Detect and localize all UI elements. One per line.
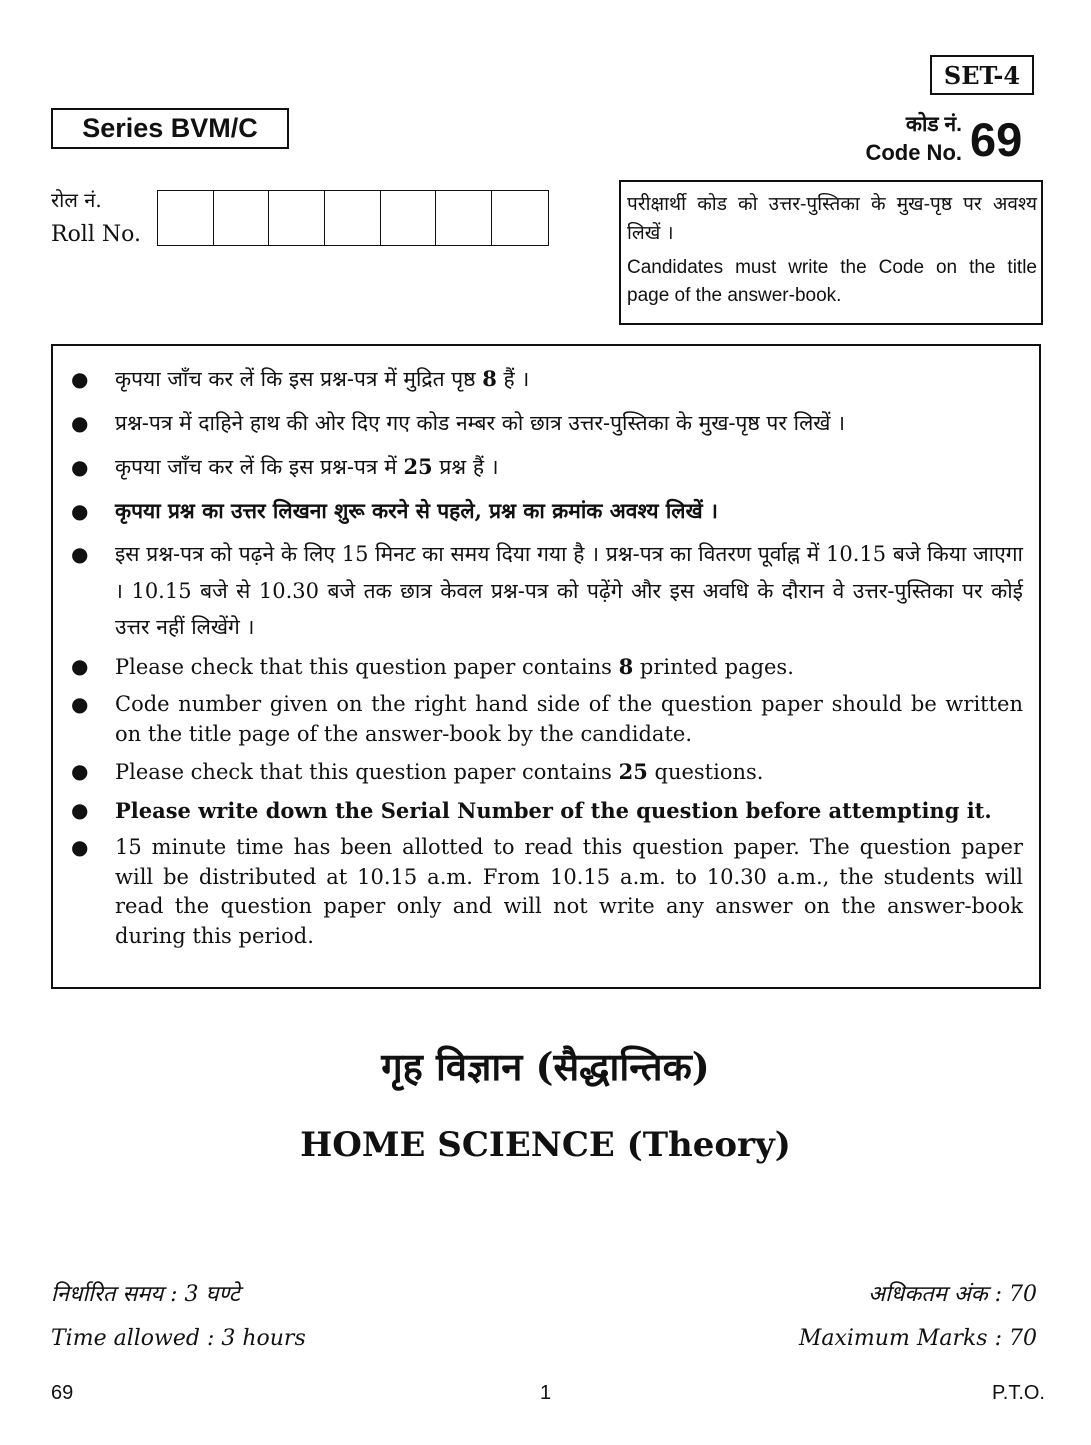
- candidate-note-box: [619, 180, 1043, 325]
- instruction-item: [53, 448, 1039, 486]
- bullet-icon: ●: [71, 411, 89, 435]
- bullet-icon: ●: [71, 692, 89, 716]
- page-footer-code: 69: [51, 1382, 74, 1404]
- subject-title-hindi: गृह विज्ञान (सैद्धान्तिक): [381, 1044, 710, 1089]
- instruction-item: [53, 833, 1039, 951]
- roll-cell[interactable]: [325, 191, 381, 245]
- page-number: 1: [539, 1382, 552, 1404]
- code-label-hindi: कोड नं.: [905, 113, 962, 136]
- bullet-icon: ●: [71, 759, 89, 783]
- instruction-text: Code number given on the right hand side of the question paper should be written on the title page of the answer-book by the candidate.: [115, 692, 1023, 746]
- series-label: Series BVM/C: [82, 113, 258, 143]
- bullet-icon: ●: [71, 797, 89, 822]
- instruction-text-bold: 25: [403, 454, 433, 479]
- instructions-list: [53, 360, 1039, 959]
- roll-cell[interactable]: [381, 191, 437, 245]
- instructions-box: [51, 344, 1041, 989]
- set-label: SET-4: [943, 60, 1021, 90]
- instruction-text-pre: Please check that this question paper contains: [115, 654, 619, 679]
- candidate-note-english: Candidates must write the Code on the title page of the answer-book.: [627, 257, 1037, 306]
- roll-cell[interactable]: [492, 191, 548, 245]
- instruction-text-bold: 8: [482, 366, 497, 391]
- roll-cell[interactable]: [158, 191, 214, 245]
- time-allowed-english: Time allowed : 3 hours: [51, 1326, 306, 1351]
- instruction-text-post: प्रश्न हैं ।: [432, 455, 499, 479]
- bullet-icon: ●: [71, 367, 89, 391]
- set-badge: [930, 55, 1034, 95]
- time-allowed-hindi: निर्धारित समय : 3 घण्टे: [51, 1282, 240, 1307]
- instruction-text: इस प्रश्न-पत्र को पढ़ने के लिए 15 मिनट का समय दिया गया है । प्रश्न-पत्र का वितरण पूर्वाह्न में 10.15 बजे किया जाएगा । 10.15 बजे से 10.30 बजे तक छात्र केवल प्रश्न-पत्र को पढ़ेंगे और इस अवधि के दौरान वे उत्तर-पुस्तिका पर कोई उत्तर नहीं लिखेंगे ।: [115, 542, 1023, 639]
- instruction-item: [53, 796, 1039, 826]
- instruction-text-bold: 8: [618, 653, 634, 679]
- page-turn-over: P.T.O.: [992, 1382, 1045, 1404]
- max-marks-english: Maximum Marks : 70: [798, 1326, 1037, 1351]
- bullet-icon: ●: [71, 542, 89, 566]
- instruction-text: 15 minute time has been allotted to read this question paper. The question paper will be distributed at 10.15 a.m. From 10.15 a.m. to 10.30 a.m., the students will read the question paper only and will not write any answer on the answer-book during this period.: [115, 835, 1023, 948]
- bullet-icon: ●: [71, 455, 89, 479]
- roll-label-hindi: रोल नं.: [51, 188, 102, 212]
- instruction-text-post: हैं ।: [496, 367, 530, 391]
- instruction-text-pre: कृपया जाँच कर लें कि इस प्रश्न-पत्र में: [115, 455, 404, 479]
- roll-label-english: Roll No.: [51, 222, 141, 247]
- subject-title-english: HOME SCIENCE (Theory): [300, 1125, 791, 1165]
- max-marks-hindi: अधिकतम अंक : 70: [868, 1282, 1037, 1307]
- instruction-item: [53, 404, 1039, 442]
- instruction-text-post: questions.: [647, 760, 764, 784]
- bullet-icon: ●: [71, 653, 89, 678]
- instruction-item: [53, 536, 1039, 646]
- instruction-text-pre: कृपया जाँच कर लें कि इस प्रश्न-पत्र में मुद्रित पृष्ठ: [115, 367, 483, 391]
- roll-cell[interactable]: [214, 191, 270, 245]
- instruction-item: [53, 360, 1039, 398]
- candidate-note-hindi: परीक्षार्थी कोड को उत्तर-पुस्तिका के मुख-पृष्ठ पर अवश्य लिखें ।: [627, 193, 1037, 244]
- roll-cell[interactable]: [269, 191, 325, 245]
- roll-cell[interactable]: [436, 191, 492, 245]
- bullet-icon: ●: [71, 499, 89, 523]
- roll-number-grid: [157, 190, 549, 246]
- instruction-item: [53, 652, 1039, 683]
- instruction-text-pre: Please check that this question paper contains: [115, 760, 619, 784]
- series-badge: [51, 108, 289, 149]
- code-label-english: Code No.: [865, 140, 962, 165]
- instruction-item: [53, 492, 1039, 530]
- bullet-icon: ●: [71, 835, 89, 859]
- instruction-text: कृपया प्रश्न का उत्तर लिखना शुरू करने से पहले, प्रश्न का क्रमांक अवश्य लिखें ।: [115, 498, 718, 523]
- instruction-item: [53, 757, 1039, 788]
- code-number: 69: [970, 113, 1023, 166]
- instruction-text: Please write down the Serial Number of the question before attempting it.: [115, 797, 992, 823]
- instruction-text: प्रश्न-पत्र में दाहिने हाथ की ओर दिए गए कोड नम्बर को छात्र उत्तर-पुस्तिका के मुख-पृष्ठ पर लिखें ।: [115, 411, 846, 435]
- instruction-item: [53, 690, 1039, 749]
- instruction-text-bold: 25: [618, 759, 648, 784]
- instruction-text-post: printed pages.: [633, 654, 794, 679]
